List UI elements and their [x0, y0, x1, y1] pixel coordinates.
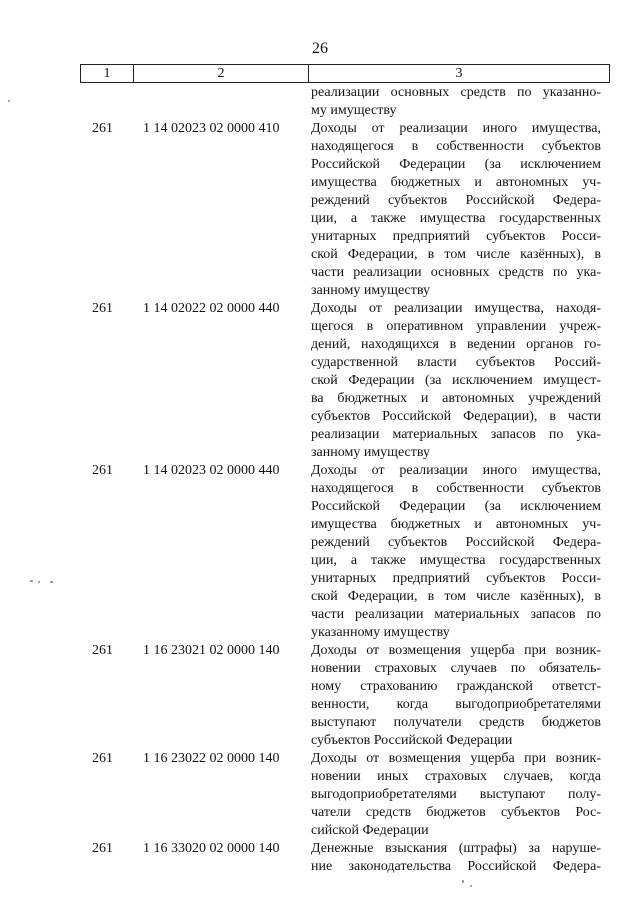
- admin-code-cell: 261: [92, 841, 113, 856]
- text-line: унитарных предприятий субъектов Росси-: [311, 229, 601, 244]
- text-line: Доходы от реализации имущества, находя-: [311, 301, 601, 316]
- text-line: находящегося в собственности субъектов: [311, 139, 601, 154]
- text-line: ской Федерации, в том числе казённых), в: [311, 589, 601, 604]
- text-line: ской Федерации, в том числе казённых), в: [311, 247, 601, 262]
- scan-speck: [38, 581, 40, 583]
- income-code-cell: 1 16 23021 02 0000 140: [143, 643, 280, 658]
- scan-speck: [8, 100, 10, 102]
- text-line: щегося в оперативном управлении учреж-: [311, 319, 601, 334]
- text-line: унитарных предприятий субъектов Росси-: [311, 571, 601, 586]
- description-cell: [311, 120, 601, 300]
- text-line: чатели средств бюджетов субъектов Рос-: [311, 805, 601, 820]
- text-line: Российской Федерации (за исключением: [311, 499, 601, 514]
- admin-code-cell: 261: [92, 301, 113, 316]
- table-header: [80, 64, 610, 83]
- description-cell: [311, 462, 601, 642]
- text-line: выгодоприобретателями выступают полу-: [311, 787, 601, 802]
- income-code-cell: 1 16 33020 02 0000 140: [143, 841, 280, 856]
- text-line: Доходы от возмещения ущерба при возник-: [311, 751, 601, 766]
- text-line: субъектов Российской Федерации), в части: [311, 409, 601, 424]
- scan-speck: [50, 581, 53, 583]
- text-line: реждений субъектов Российской Федера-: [311, 535, 601, 550]
- text-line: реждений субъектов Российской Федера-: [311, 193, 601, 208]
- admin-code-cell: 261: [92, 643, 113, 658]
- header-col-2: 2: [134, 65, 309, 83]
- description-cell: [311, 300, 601, 462]
- text-line: сударственной власти субъектов Россий-: [311, 355, 601, 370]
- description-cell: [311, 840, 601, 876]
- text-line: Денежные взыскания (штрафы) за наруше-: [311, 841, 601, 856]
- scan-speck: [462, 880, 464, 883]
- text-line: Российской Федерации (за исключением: [311, 157, 601, 172]
- text-line: находящегося в собственности субъектов: [311, 481, 601, 496]
- text-line: ному страхованию гражданской ответст-: [311, 679, 601, 694]
- text-line: Доходы от возмещения ущерба при возник-: [311, 643, 601, 658]
- income-code-cell: 1 14 02022 02 0000 440: [143, 301, 280, 316]
- admin-code-cell: 261: [92, 751, 113, 766]
- description-cell: [311, 642, 601, 750]
- scan-speck: [470, 885, 472, 887]
- text-line: Доходы от реализации иного имущества,: [311, 121, 601, 136]
- text-line: занному имуществу: [311, 445, 430, 460]
- text-line: му имуществу: [311, 103, 397, 118]
- text-line: ва бюджетных и автономных учреждений: [311, 391, 601, 406]
- text-line: новении иных страховых случаев, когда: [311, 769, 601, 784]
- text-line: занному имуществу: [311, 283, 430, 298]
- admin-code-cell: 261: [92, 463, 113, 478]
- header-col-1: 1: [81, 65, 134, 83]
- text-line: имущества бюджетных и автономных уч-: [311, 517, 601, 532]
- text-line: части реализации материальных запасов по: [311, 607, 601, 622]
- income-code-cell: 1 14 02023 02 0000 440: [143, 463, 280, 478]
- text-line: сийской Федерации: [311, 823, 429, 838]
- scan-speck: [30, 580, 33, 582]
- text-line: части реализации основных средств по ука-: [311, 265, 601, 280]
- text-line: выступают получатели средств бюджетов: [311, 715, 601, 730]
- text-line: новении страховых случаев по обязатель-: [311, 661, 601, 676]
- text-line: реализации основных средств по указанно-: [311, 85, 601, 100]
- text-line: имущества бюджетных и автономных уч-: [311, 175, 601, 190]
- text-line: реализации материальных запасов по ука-: [311, 427, 601, 442]
- text-line: ской Федерации (за исключением имущест-: [311, 373, 601, 388]
- text-line: ции, а также имущества государственных: [311, 211, 601, 226]
- continuation-text: [311, 84, 601, 120]
- admin-code-cell: 261: [92, 121, 113, 136]
- text-line: Доходы от реализации иного имущества,: [311, 463, 601, 478]
- text-line: дений, находящихся в ведении органов го-: [311, 337, 601, 352]
- income-code-cell: 1 16 23022 02 0000 140: [143, 751, 280, 766]
- income-code-cell: 1 14 02023 02 0000 410: [143, 121, 280, 136]
- header-col-3: 3: [309, 65, 610, 83]
- text-line: субъектов Российской Федерации: [311, 733, 513, 748]
- description-cell: [311, 750, 601, 840]
- page-number: 26: [312, 40, 328, 57]
- text-line: венности, когда выгодоприобретателями: [311, 697, 601, 712]
- text-line: указанному имуществу: [311, 625, 450, 640]
- text-line: ции, а также имущества государственных: [311, 553, 601, 568]
- text-line: ние законодательства Российской Федера-: [311, 859, 601, 874]
